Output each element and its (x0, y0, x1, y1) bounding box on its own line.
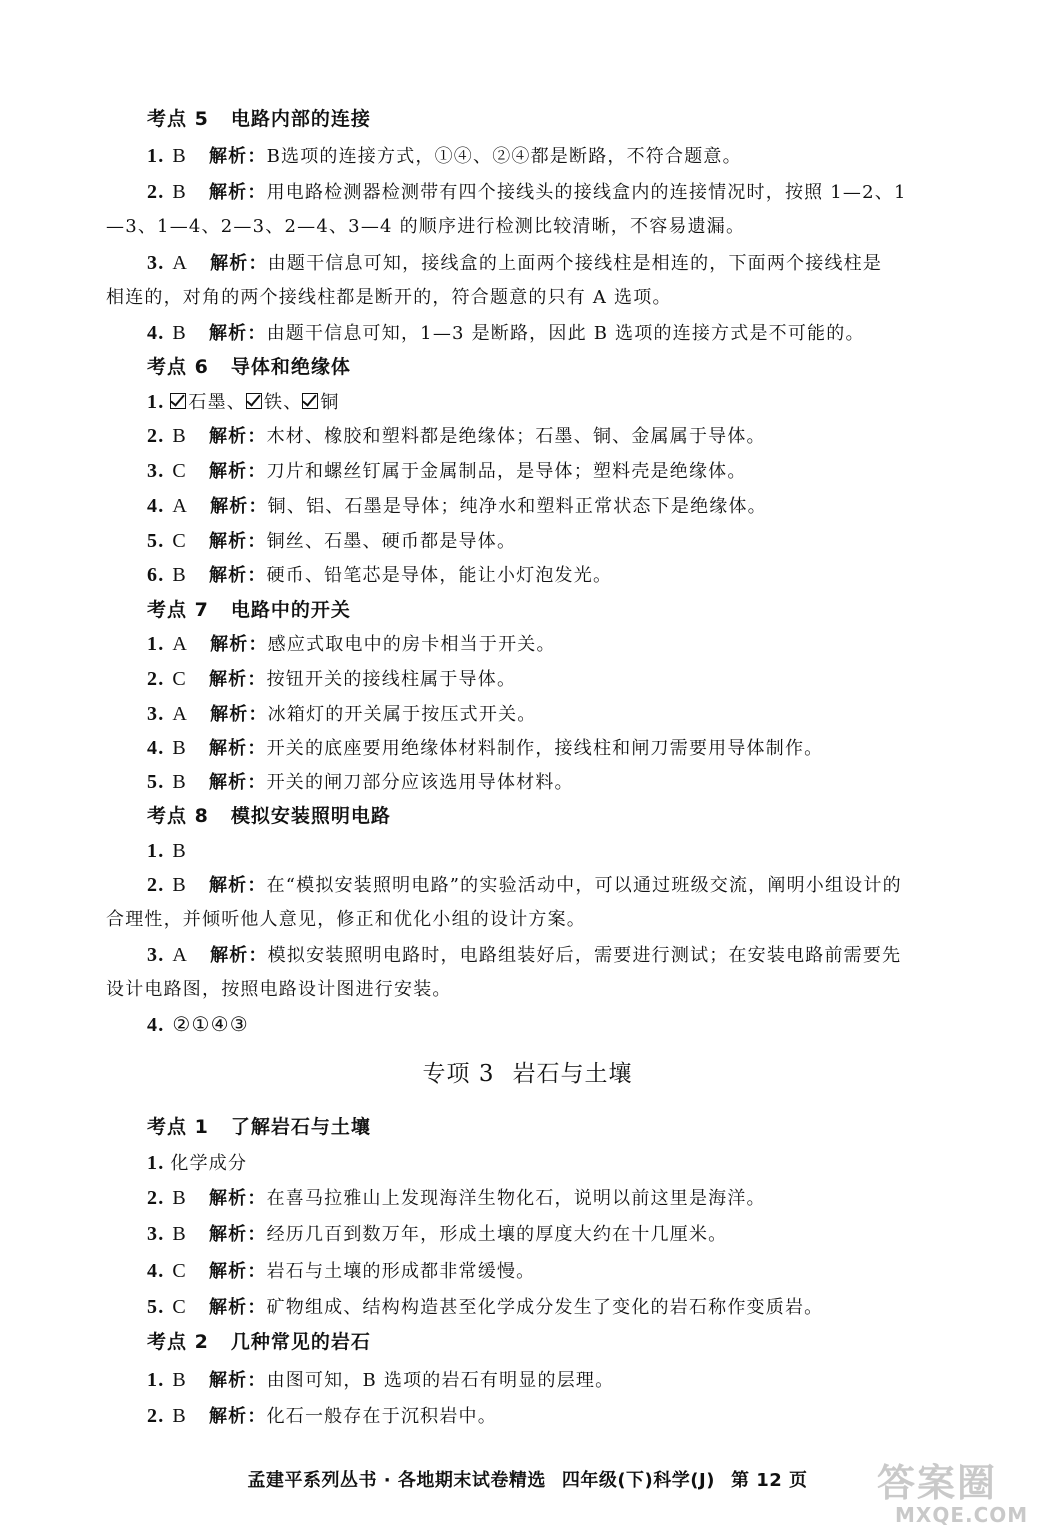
analysis-text: 由图可知，B 选项的岩石有明显的层理。 (266, 1370, 615, 1391)
item-number: 1. (147, 1152, 165, 1174)
item-number: 2. (147, 668, 165, 690)
answer-item (147, 667, 516, 692)
answer-item (147, 494, 767, 519)
answer-item (147, 702, 536, 727)
analysis-label: 解析： (208, 1261, 267, 1282)
item-answer: B (172, 1369, 187, 1391)
analysis-text: 刀片和螺丝钉属于金属制品，是导体；塑料壳是绝缘体。 (266, 461, 747, 482)
analysis-text: 冰箱灯的开关属于按压式开关。 (267, 704, 537, 725)
answer-item (147, 1295, 823, 1320)
section-heading (147, 1115, 371, 1139)
item-number: 2. (147, 425, 165, 447)
heading-title: 电路中的开关 (230, 599, 351, 621)
analysis-label: 解析： (208, 669, 267, 690)
heading-title: 导体和绝缘体 (230, 356, 351, 378)
checkmark-icon (246, 393, 262, 409)
checked-material: 铜 (320, 392, 340, 413)
analysis-text: 由题干信息可知，接线盒的上面两个接线柱是相连的，下面两个接线柱是 (267, 253, 883, 274)
checked-material: 石墨、 (188, 392, 247, 413)
page-number: 第 12 页 (730, 1470, 808, 1491)
item-answer: B (172, 1223, 187, 1245)
item-answer: ②①④③ (172, 1014, 249, 1036)
item-number: 4. (147, 1014, 165, 1036)
answer-item (147, 873, 902, 898)
item-number: 1. (147, 840, 165, 862)
checkmark-icon (170, 393, 186, 409)
answer-item (147, 144, 742, 169)
special-topic-title (0, 1059, 1055, 1089)
item-number: 3. (147, 944, 165, 966)
answer-item (147, 1259, 535, 1284)
section-heading (147, 355, 351, 379)
analysis-continuation: 设计电路图，按照电路设计图进行安装。 (106, 979, 452, 1000)
answer-item (147, 943, 901, 968)
item-number: 5. (147, 771, 165, 793)
item-number: 2. (147, 874, 165, 896)
analysis-text: 在“模拟安装照明电路”的实验活动中，可以通过班级交流，阐明小组设计的 (266, 875, 902, 896)
section-heading (147, 804, 391, 828)
item-answer: C (172, 668, 187, 690)
item-answer: A (172, 495, 189, 517)
item-number: 2. (147, 181, 165, 203)
analysis-label: 解析： (208, 875, 267, 896)
analysis-label: 解析： (208, 182, 267, 203)
analysis-text: 岩石与土壤的形成都非常缓慢。 (266, 1261, 536, 1282)
analysis-label: 解析： (210, 253, 268, 274)
item-number: 4. (147, 1260, 165, 1282)
item-number: 1. (147, 1369, 165, 1391)
analysis-label: 解析： (208, 531, 267, 552)
analysis-continuation: 相连的，对角的两个接线柱都是断开的，符合题意的只有 A 选项。 (106, 287, 672, 308)
heading-title: 几种常见的岩石 (230, 1331, 371, 1353)
answer-item (147, 1404, 497, 1429)
answer-item (147, 736, 823, 761)
item-answer: A (172, 944, 189, 966)
answer-item (147, 770, 574, 795)
item-answer: B (172, 564, 187, 586)
analysis-text: 铜、铝、石墨是导体；纯净水和塑料正常状态下是绝缘体。 (267, 496, 767, 517)
answer-item (147, 424, 766, 449)
checked-material: 铁、 (264, 392, 303, 413)
analysis-label: 解析： (210, 496, 268, 517)
section-heading (147, 598, 351, 622)
item-answer: C (172, 1296, 187, 1318)
heading-label: 考点 5 (147, 108, 209, 130)
analysis-label: 解析： (208, 1188, 267, 1209)
analysis-text: 铜丝、石墨、硬币都是导体。 (266, 531, 517, 552)
heading-label: 考点 6 (147, 356, 209, 378)
item-answer: B (172, 1405, 187, 1427)
footer-grade: 四年级(下)科学(J) (561, 1470, 715, 1491)
analysis-label: 解析： (208, 1224, 267, 1245)
answer-item (147, 563, 612, 588)
item-answer: B (172, 322, 187, 344)
heading-label: 考点 8 (147, 805, 209, 827)
item-answer: A (172, 633, 189, 655)
item-number: 4. (147, 495, 165, 517)
analysis-text: 木材、橡胶和塑料都是绝缘体；石墨、铜、金属属于导体。 (266, 426, 766, 447)
answer-item (147, 180, 907, 205)
analysis-continuation: —3、1—4、2—3、2—4、3—4 的顺序进行检测比较清晰，不容易遗漏。 (106, 216, 746, 237)
item-number: 5. (147, 530, 165, 552)
item-answer: B (172, 737, 187, 759)
item-answer: B (172, 874, 187, 896)
item-number: 1. (147, 145, 165, 167)
analysis-label: 解析： (208, 772, 267, 793)
answer-item (147, 1151, 247, 1176)
analysis-label: 解析： (208, 738, 267, 759)
analysis-label: 解析： (208, 461, 267, 482)
answer-item (147, 529, 516, 554)
item-answer: B (172, 145, 187, 167)
analysis-text: 用电路检测器检测带有四个接线头的接线盒内的连接情况时，按照 1—2、1 (266, 182, 907, 203)
analysis-text: 硬币、铅笔芯是导体，能让小灯泡发光。 (266, 565, 613, 586)
section-heading (147, 1330, 371, 1354)
item-number: 5. (147, 1296, 165, 1318)
item-number: 2. (147, 1405, 165, 1427)
answer-item (147, 321, 865, 346)
special-title: 岩石与土壤 (512, 1061, 633, 1087)
answer-item (147, 1013, 271, 1037)
analysis-text: 感应式取电中的房卡相当于开关。 (267, 634, 556, 655)
item-answer: C (172, 1260, 187, 1282)
item-answer: 化学成分 (170, 1153, 248, 1174)
analysis-text: 由题干信息可知，1—3 是断路，因此 B 选项的连接方式是不可能的。 (266, 323, 865, 344)
section-heading (147, 107, 371, 131)
analysis-label: 解析： (210, 634, 268, 655)
item-number: 4. (147, 322, 165, 344)
item-number: 1. (147, 633, 165, 655)
analysis-text: 化石一般存在于沉积岩中。 (266, 1406, 497, 1427)
analysis-text: 矿物组成、结构构造甚至化学成分发生了变化的岩石称作变质岩。 (266, 1297, 824, 1318)
analysis-label: 解析： (208, 426, 267, 447)
analysis-label: 解析： (208, 1370, 267, 1391)
item-answer: A (172, 252, 189, 274)
analysis-label: 解析： (210, 704, 268, 725)
answer-item (147, 839, 209, 863)
analysis-text: 开关的闸刀部分应该选用导体材料。 (266, 772, 574, 793)
heading-title: 电路内部的连接 (230, 108, 371, 130)
analysis-text: 按钮开关的接线柱属于导体。 (266, 669, 517, 690)
answer-item (147, 1186, 766, 1211)
item-answer: B (172, 181, 187, 203)
analysis-text: 在喜马拉雅山上发现海洋生物化石，说明以前这里是海洋。 (266, 1188, 766, 1209)
item-number: 3. (147, 1223, 165, 1245)
answer-item (147, 1222, 727, 1247)
item-answer: C (172, 460, 187, 482)
item-answer: A (172, 703, 189, 725)
analysis-continuation: 合理性，并倾听他人意见，修正和优化小组的设计方案。 (106, 909, 586, 930)
checkmark-icon (302, 393, 318, 409)
item-answer: C (172, 530, 187, 552)
analysis-label: 解析： (210, 945, 268, 966)
footer-series: 孟建平系列丛书 · 各地期末试卷精选 (247, 1470, 546, 1491)
item-answer: B (172, 771, 187, 793)
answer-item (147, 1368, 614, 1393)
answer-item (147, 632, 556, 657)
heading-label: 考点 1 (147, 1116, 209, 1138)
analysis-label: 解析： (208, 1297, 267, 1318)
item-number: 3. (147, 252, 165, 274)
answer-item (147, 390, 340, 415)
heading-label: 考点 7 (147, 599, 209, 621)
item-number: 3. (147, 703, 165, 725)
watermark-logo: 答案圈 MXQE.COM (877, 1461, 1029, 1527)
heading-title: 了解岩石与土壤 (230, 1116, 371, 1138)
special-label: 专项 3 (422, 1061, 495, 1087)
item-number: 3. (147, 460, 165, 482)
item-answer: B (172, 840, 187, 862)
item-number: 1. (147, 391, 165, 413)
analysis-text: B选项的连接方式，①④、②④都是断路，不符合题意。 (266, 146, 742, 167)
analysis-label: 解析： (208, 1406, 267, 1427)
analysis-text: 开关的底座要用绝缘体材料制作，接线柱和闸刀需要用导体制作。 (266, 738, 824, 759)
analysis-label: 解析： (208, 323, 267, 344)
item-answer: B (172, 425, 187, 447)
heading-title: 模拟安装照明电路 (230, 805, 391, 827)
analysis-label: 解析： (208, 146, 267, 167)
analysis-text: 模拟安装照明电路时，电路组装好后，需要进行测试；在安装电路前需要先 (267, 945, 902, 966)
answer-item (147, 459, 747, 484)
heading-label: 考点 2 (147, 1331, 209, 1353)
answer-item (147, 251, 882, 276)
analysis-label: 解析： (208, 565, 267, 586)
item-answer: B (172, 1187, 187, 1209)
item-number: 6. (147, 564, 165, 586)
item-number: 4. (147, 737, 165, 759)
item-number: 2. (147, 1187, 165, 1209)
analysis-text: 经历几百到数万年，形成土壤的厚度大约在十几厘米。 (266, 1224, 728, 1245)
